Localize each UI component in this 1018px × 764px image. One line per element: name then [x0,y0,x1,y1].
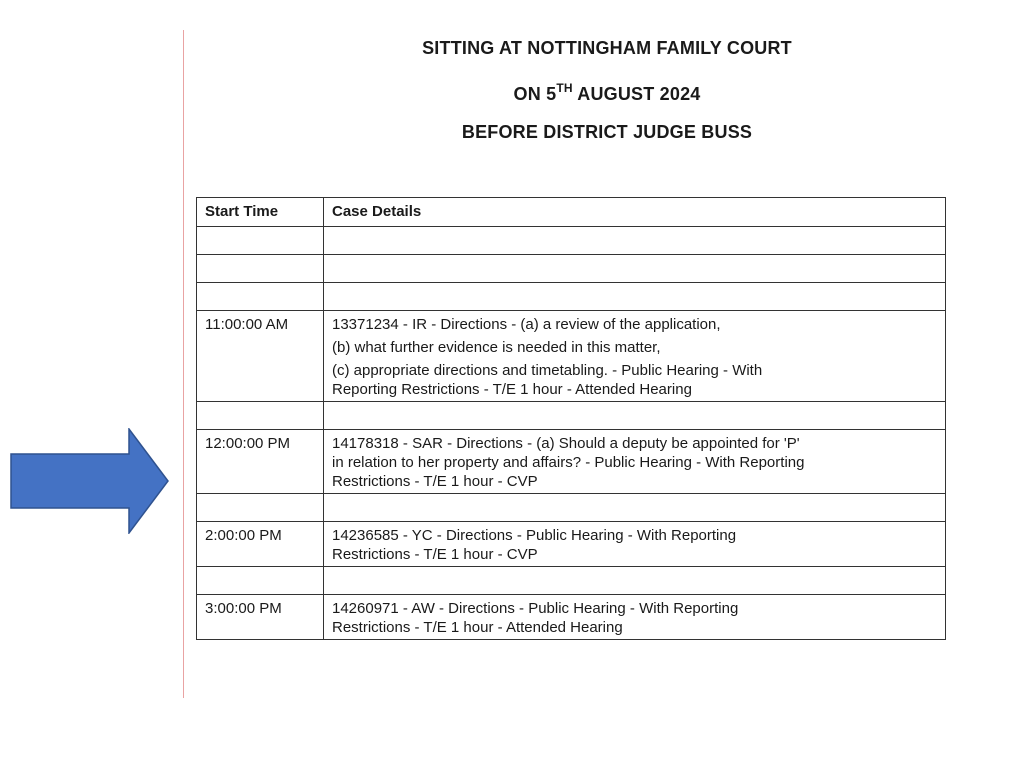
case-details-cell [324,567,946,595]
case-detail-line: Restrictions - T/E 1 hour - CVP [332,546,538,563]
table-header-row [197,198,946,227]
start-time-cell: 12:00:00 PM [197,430,324,494]
date-prefix: ON 5 [513,84,557,104]
table-row [197,311,946,402]
case-detail-line: Restrictions - T/E 1 hour - Attended Hearing [332,619,623,636]
start-time-cell: 2:00:00 PM [197,522,324,567]
case-details-cell [324,283,946,311]
table-row [197,567,946,595]
case-detail-line: 13371234 - IR - Directions - (a) a review of the application, [332,316,721,333]
case-detail-line: in relation to her property and affairs? - Public Hearing - With Reporting [332,454,805,471]
page-margin-line [183,30,184,698]
case-detail-line: (b) what further evidence is needed in this matter, [332,339,661,356]
start-time-cell [197,283,324,311]
case-details-cell [324,402,946,430]
start-time-cell [197,402,324,430]
table-row [197,283,946,311]
table-row [197,494,946,522]
table-row [197,402,946,430]
case-detail-line: 14178318 - SAR - Directions - (a) Should a deputy be appointed for 'P' [332,435,800,452]
case-details-cell [324,595,946,640]
column-header-start-time: Start Time [197,198,324,227]
start-time-cell [197,494,324,522]
case-details-cell [324,311,946,402]
table-row [197,255,946,283]
hearing-date [190,81,1018,105]
case-detail-line: 14260971 - AW - Directions - Public Hearing - With Reporting [332,600,739,617]
start-time-cell [197,255,324,283]
column-header-case-details: Case Details [324,198,946,227]
table-row [197,522,946,567]
table-row [197,595,946,640]
case-details-cell [324,522,946,567]
court-title: SITTING AT NOTTINGHAM FAMILY COURT [422,38,792,58]
date-suffix: AUGUST 2024 [572,84,701,104]
table-row [197,227,946,255]
start-time-cell: 3:00:00 PM [197,595,324,640]
start-time-cell [197,227,324,255]
case-listing-table [196,197,946,640]
case-details-cell [324,255,946,283]
case-details-cell [324,494,946,522]
case-detail-line: Reporting Restrictions - T/E 1 hour - Attended Hearing [332,381,692,398]
case-details-cell [324,430,946,494]
start-time-cell [197,567,324,595]
date-ordinal-suffix: TH [556,81,573,95]
table-row [197,430,946,494]
judge-name: BEFORE DISTRICT JUDGE BUSS [461,122,753,142]
case-detail-line: Restrictions - T/E 1 hour - CVP [332,473,538,490]
right-arrow-icon [10,428,170,534]
start-time-cell: 11:00:00 AM [197,311,324,402]
case-detail-line: (c) appropriate directions and timetabling. - Public Hearing - With [332,362,763,379]
case-details-cell [324,227,946,255]
case-detail-line: 14236585 - YC - Directions - Public Hearing - With Reporting [332,527,737,544]
